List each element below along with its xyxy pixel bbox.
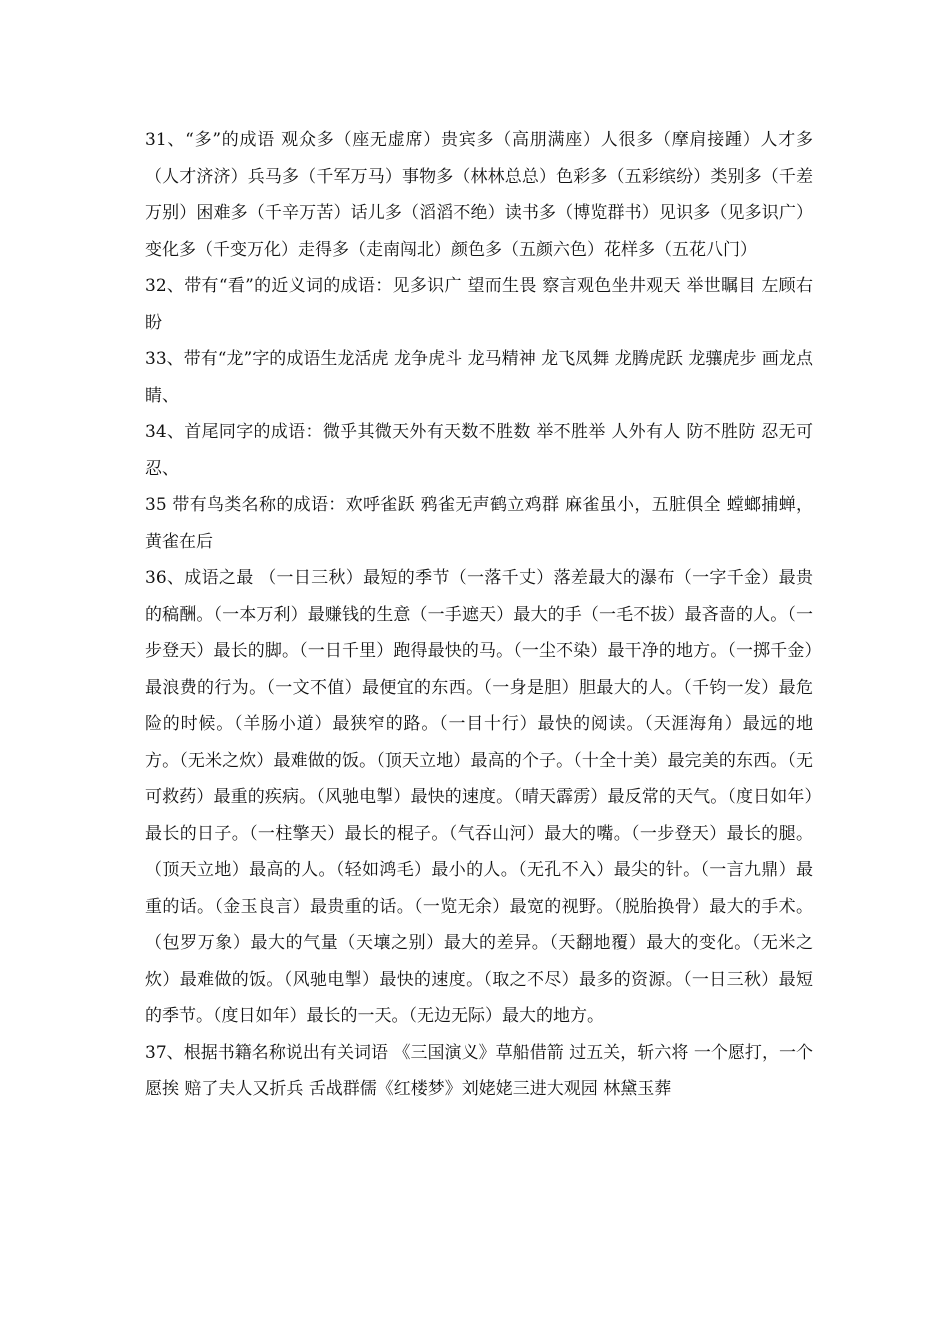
- paragraph-33: 33、带有“龙”字的成语生龙活虎 龙争虎斗 龙马精神 龙飞凤舞 龙腾虎跃 龙骧虎步 画龙点睛、: [145, 349, 813, 406]
- paragraph-31: 31、“多”的成语 观众多（座无虚席）贵宾多（高朋满座）人很多（摩肩接踵）人才多（人才济济）兵马多（千军万马）事物多（林林总总）色彩多（五彩缤纷）类别多（千差万别）困难多（千辛万苦）话儿多（滔滔不绝）读书多（博览群书）见识多（见多识广）变化多（千变万化）走得多（走南闯北）颜色多（五颜六色）花样多（五花八门）: [145, 130, 813, 260]
- paragraph-32: 32、带有“看”的近义词的成语：见多识广 望而生畏 察言观色坐井观天 举世瞩目 左顾右盼: [145, 276, 813, 333]
- paragraph-35: 35 带有鸟类名称的成语：欢呼雀跃 鸦雀无声鹤立鸡群 麻雀虽小，五脏俱全 螳螂捕蝉，黄雀在后: [145, 495, 813, 552]
- paragraph-37: 37、根据书籍名称说出有关词语 《三国演义》草船借箭 过五关，斩六将 一个愿打，一个愿挨 赔了夫人又折兵 舌战群儒《红楼梦》刘姥姥三进大观园 林黛玉葬: [145, 1042, 813, 1099]
- paragraph-34: 34、首尾同字的成语：微乎其微天外有天数不胜数 举不胜举 人外有人 防不胜防 忍无可忍、: [145, 422, 813, 479]
- paragraph-36: 36、成语之最 （一日三秋）最短的季节（一落千丈）落差最大的瀑布（一字千金）最贵的稿酬。（一本万利）最赚钱的生意（一手遮天）最大的手（一毛不拔）最吝啬的人。（一步登天）最长的脚。（一日千里）跑得最快的马。（一尘不染）最干净的地方。（一掷千金）最浪费的行为。（一文不值）最便宜的东西。（一身是胆）胆最大的人。（千钧一发）最危险的时候。（羊肠小道）最狭窄的路。（一目十行）最快的阅读。（天涯海角）最远的地方。（无米之炊）最难做的饭。（顶天立地）最高的个子。（十全十美）最完美的东西。（无可救药）最重的疾病。（风驰电掣）最快的速度。（晴天霹雳）最反常的天气。（度日如年）最长的日子。（一柱擎天）最长的棍子。（气吞山河）最大的嘴。（一步登天）最长的腿。（顶天立地）最高的人。（轻如鸿毛）最小的人。（无孔不入）最尖的针。（一言九鼎）最重的话。（金玉良言）最贵重的话。（一览无余）最宽的视野。（脱胎换骨）最大的手术。（包罗万象）最大的气量（天壤之别）最大的差异。（天翻地覆）最大的变化。（无米之炊）最难做的饭。（风驰电掣）最快的速度。（取之不尽）最多的资源。（一日三秋）最短的季节。（度日如年）最长的一天。（无边无际）最大的地方。: [145, 568, 813, 1026]
- document-page: [145, 122, 813, 1108]
